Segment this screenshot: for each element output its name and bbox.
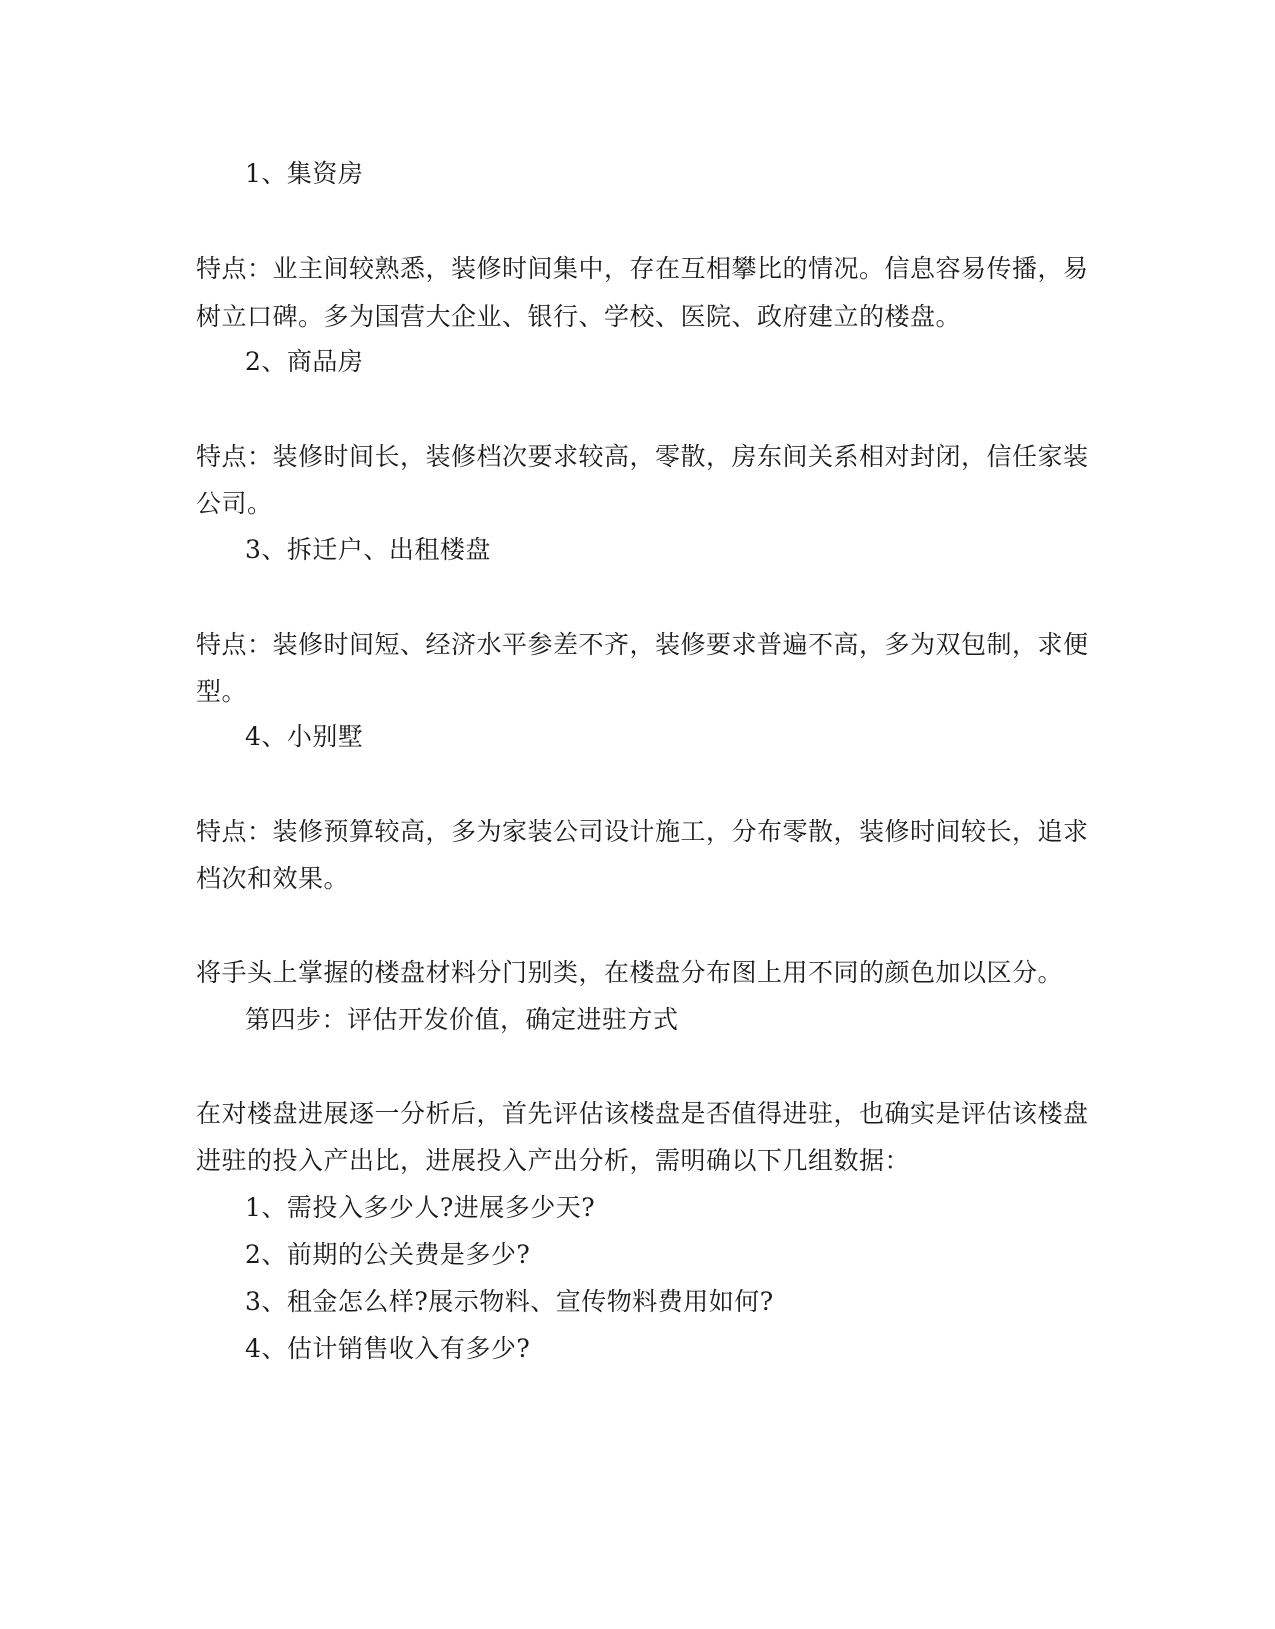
section-body-2-line-2: 公司。 [196, 489, 273, 518]
section-heading-3: 3、拆迁户、出租楼盘 [245, 535, 491, 564]
analysis-line-2: 进驻的投入产出比，进展投入产出分析，需明确以下几组数据： [196, 1146, 911, 1175]
section-body-4-line-1: 特点：装修预算较高，多为家装公司设计施工，分布零散，装修时间较长，追求 [196, 817, 1089, 846]
section-body-4-line-2: 档次和效果。 [196, 864, 350, 893]
section-heading-4: 4、小别墅 [245, 722, 364, 751]
section-body-3-line-2: 型。 [196, 677, 248, 706]
analysis-line-1: 在对楼盘进展逐一分析后，首先评估该楼盘是否值得进驻，也确实是评估该楼盘 [196, 1099, 1089, 1128]
summary-line: 将手头上掌握的楼盘材料分门别类，在楼盘分布图上用不同的颜色加以区分。 [196, 958, 1064, 987]
section-body-1-line-1: 特点：业主间较熟悉，装修时间集中，存在互相攀比的情况。信息容易传播，易 [196, 254, 1089, 283]
section-heading-2: 2、商品房 [245, 347, 364, 376]
section-body-1-line-2: 树立口碑。多为国营大企业、银行、学校、医院、政府建立的楼盘。 [196, 302, 962, 331]
question-item-3: 3、租金怎么样?展示物料、宣传物料费用如何? [245, 1287, 774, 1316]
question-item-4: 4、估计销售收入有多少? [245, 1334, 531, 1363]
section-body-2-line-1: 特点：装修时间长，装修档次要求较高，零散，房东间关系相对封闭，信任家装 [196, 442, 1089, 471]
section-heading-1: 1、集资房 [245, 159, 364, 188]
question-item-2: 2、前期的公关费是多少? [245, 1240, 531, 1269]
step-heading: 第四步：评估开发价值，确定进驻方式 [245, 1005, 679, 1034]
question-item-1: 1、需投入多少人?进展多少天? [245, 1193, 596, 1222]
section-body-3-line-1: 特点：装修时间短、经济水平参差不齐，装修要求普遍不高，多为双包制，求便 [196, 630, 1089, 659]
